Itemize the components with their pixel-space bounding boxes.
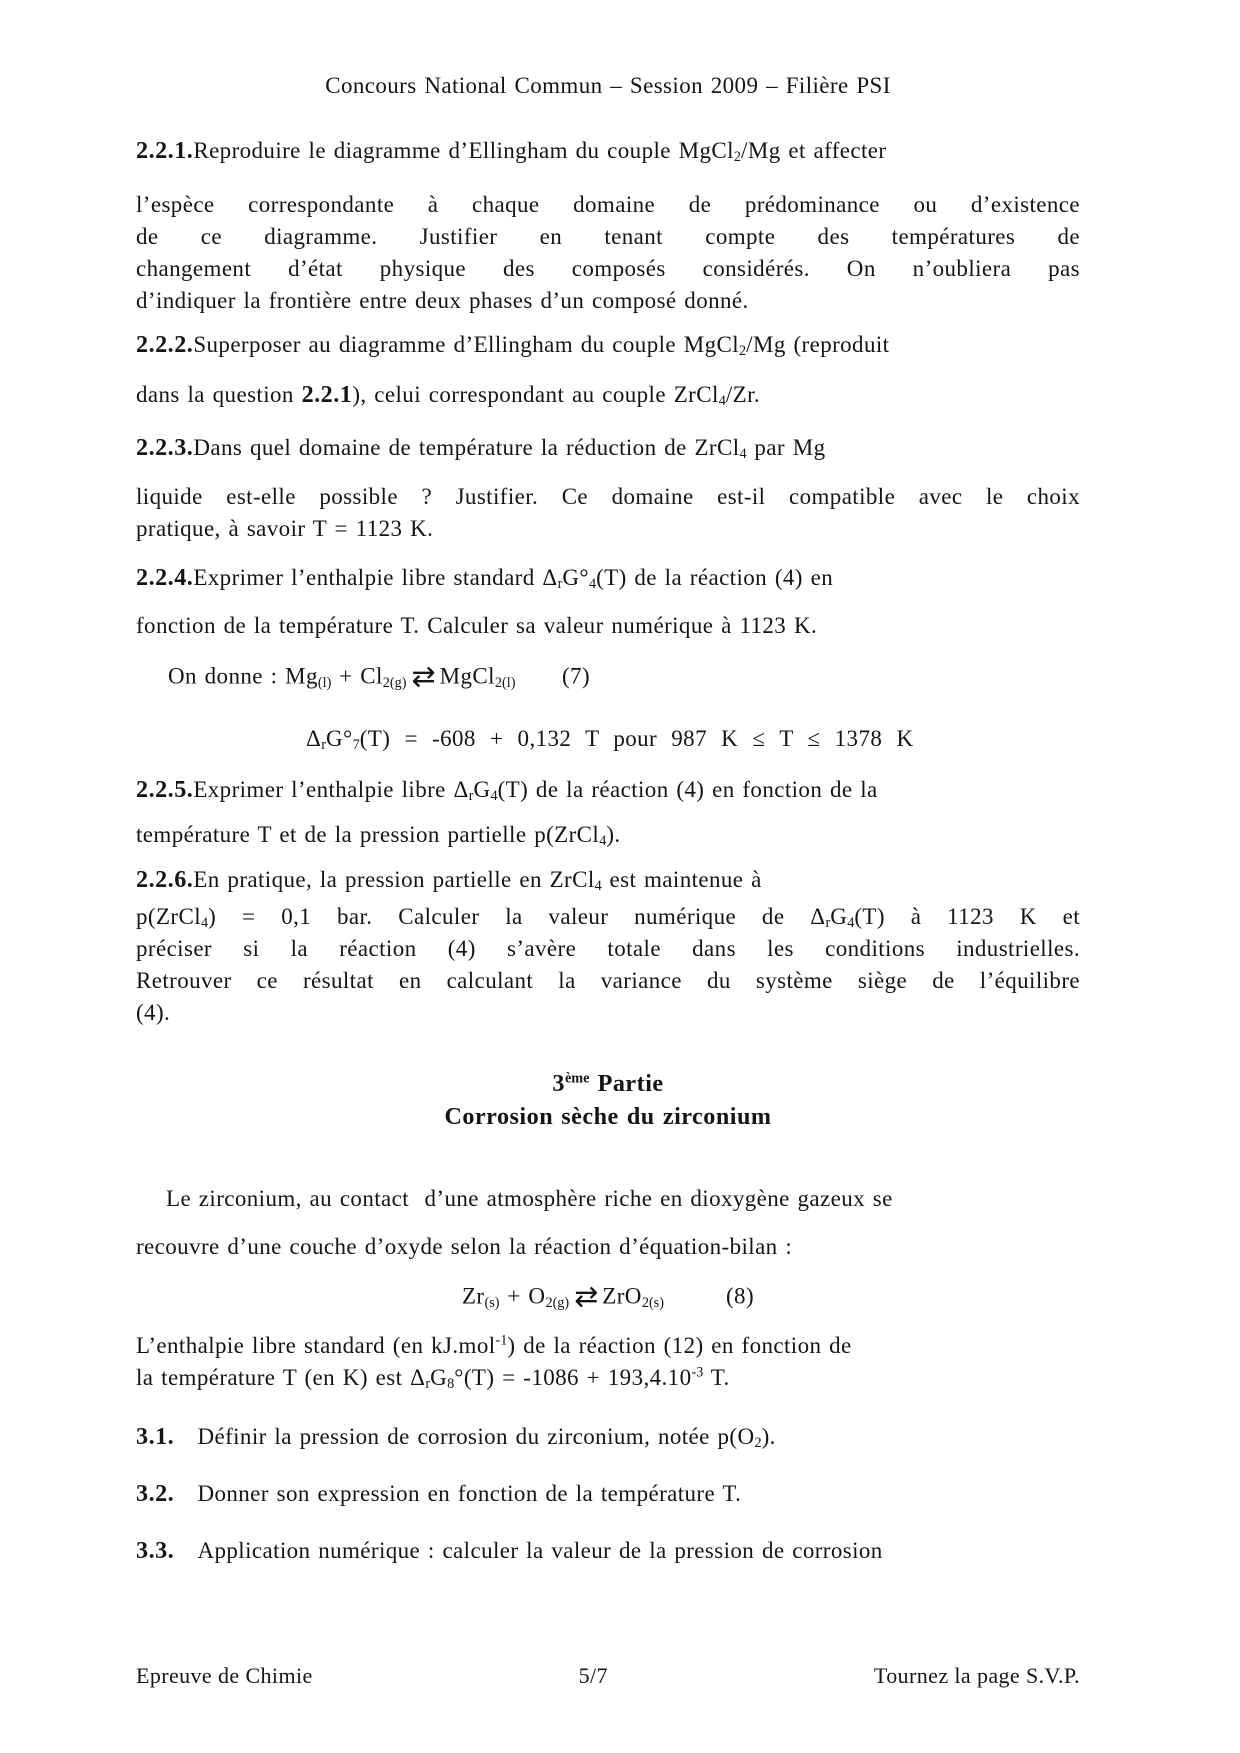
question-3-2-line: 3.2. Donner son expression en fonction de la température T.	[136, 1480, 742, 1508]
question-2-2-4-line2: fonction de la température T. Calculer sa valeur numérique à 1123 K.	[136, 613, 818, 638]
question-2-2-3-line2: liquide est-elle possible ? Justifier. Ce domaine est-il compatible avec le choix	[136, 484, 1080, 509]
question-2-2-2-line1: 2.2.2.Superposer au diagramme d’Ellingham du couple MgCl$_2$/Mg (reproduit	[136, 331, 890, 360]
equation-7: On donne : $Mg_{(l)} + Cl_{2(g)}$ ⇄ MgCl$_{2(l)}$ (7)	[168, 659, 591, 693]
page-content	[136, 0, 1080, 1692]
enthalpy-standard-line1: L’enthalpie libre standard (en kJ.mol$^{-1}$) de la réaction (12) en fonction de	[136, 1332, 852, 1359]
question-2-2-6-line5: (4).	[136, 999, 171, 1025]
question-2-2-2-line2: dans la question 2.2.1), celui correspondant au couple ZrCl$_4$/Zr.	[136, 381, 761, 410]
footer-subject-label: Epreuve de Chimie	[136, 1663, 313, 1689]
equation-8: $Zr_{(s)} + O_{2(g)}$ ⇄ ZrO$_{2(s)}$ (8)	[461, 1278, 755, 1313]
part3-intro-line2: recouvre d’une couche d’oxyde selon la réaction d’équation-bilan :	[136, 1233, 793, 1259]
enthalpy-standard-line2: la température T (en K) est $\Delta_rG_8^\circ(T) = -1086 + 193,4.10^{-3}$ T.	[136, 1364, 730, 1393]
question-2-2-6-line1: 2.2.6.En pratique, la pression partielle en ZrCl$_4$ est maintenue à	[136, 865, 762, 894]
question-2-2-1-line3: de ce diagramme. Justifier en tenant compte des températures de	[136, 224, 1080, 249]
question-3-1-line: 3.1. Définir la pression de corrosion du zirconium, notée $p(O_2)$.	[136, 1423, 776, 1452]
question-3-3-line: 3.3. Application numérique : calculer la valeur de la pression de corrosion	[136, 1537, 883, 1565]
question-2-2-1-line2: l’espèce correspondante à chaque domaine de prédominance ou d’existence	[136, 192, 1080, 217]
question-2-2-5-line2: température T et de la pression partielle p(ZrCl$_4$).	[136, 821, 621, 849]
question-2-2-6-line3: préciser si la réaction (4) s’avère totale dans les conditions industrielles.	[136, 935, 1080, 961]
question-2-2-5-line1: 2.2.5.Exprimer l’enthalpie libre $\Delta_rG_4(T)$ de la réaction (4) en fonction de la	[136, 775, 878, 804]
part3-subheading: Corrosion sèche du zirconium	[444, 1102, 772, 1130]
question-2-2-1-line1: 2.2.1.Reproduire le diagramme d’Ellingham du couple MgCl$_2$/Mg et affecter	[136, 137, 887, 166]
question-2-2-3-line1: 2.2.3.Dans quel domaine de température la réduction de ZrCl$_4$ par Mg	[136, 434, 826, 463]
page-footer	[136, 1660, 1080, 1692]
page-header-title: Concours National Commun – Session 2009 – Filière PSI	[325, 73, 891, 98]
footer-turn-page-note: Tournez la page S.V.P.	[873, 1663, 1080, 1689]
question-2-2-4-line1: 2.2.4.Exprimer l’enthalpie libre standard $\Delta_rG^\circ_4(T)$ de la réaction (4) en	[136, 564, 834, 593]
equation-7-enthalpy-expression: $\Delta_rG^\circ_7(T) = -608 + 0,132$ T pour 987 K ≤ T ≤ 1378 K	[306, 725, 914, 753]
question-2-2-1-line4: changement d’état physique des composés considérés. On n’oubliera pas	[136, 256, 1080, 281]
footer-page-number: 5/7	[578, 1663, 608, 1689]
question-2-2-6-line2: p(ZrCl$_4$) = 0,1 bar. Calculer la valeur numérique de $\Delta_rG_4(T)$ à 1123 K et	[136, 903, 1080, 931]
question-2-2-3-line3: pratique, à savoir T = 1123 K.	[136, 516, 434, 541]
part3-heading: 3ème Partie	[552, 1069, 664, 1097]
part3-intro-line1: Le zirconium, au contact d’une atmosphère riche en dioxygène gazeux se	[166, 1185, 893, 1211]
question-2-2-6-line4: Retrouver ce résultat en calculant la variance du système siège de l’équilibre	[136, 967, 1080, 993]
question-2-2-1-line5: d’indiquer la frontière entre deux phases d’un composé donné.	[136, 288, 749, 313]
